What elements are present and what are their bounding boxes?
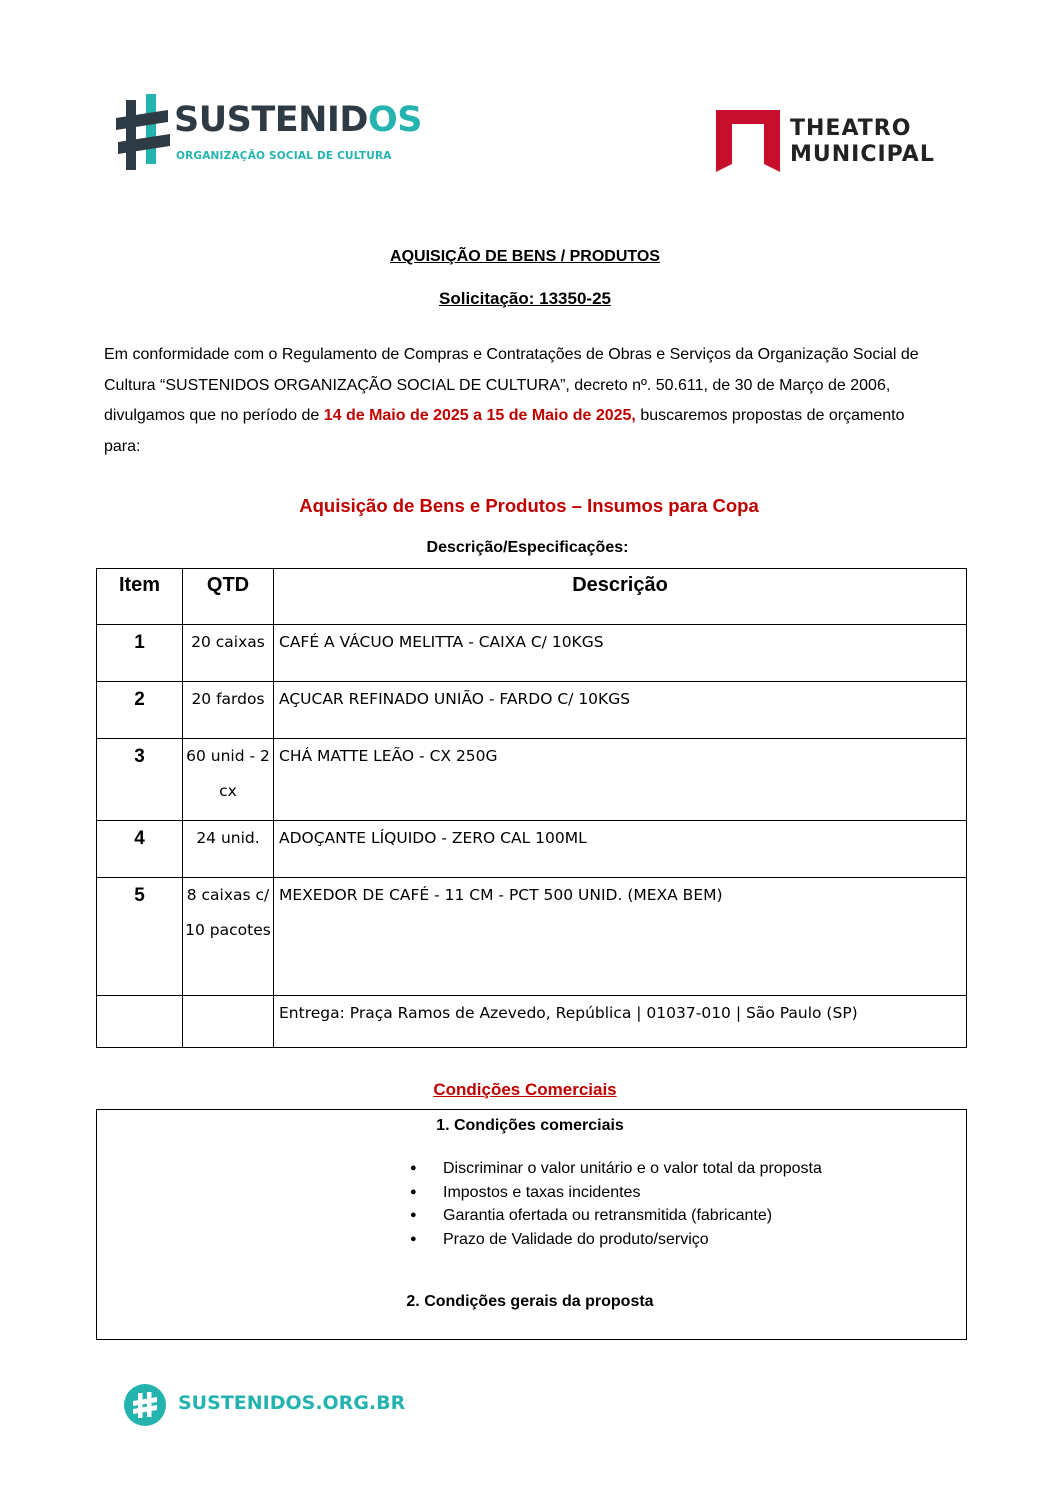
intro-text-end: buscaremos propostas de orçamento para: xyxy=(104,407,905,455)
list-item xyxy=(410,1181,822,1205)
items-table xyxy=(96,568,967,1048)
row-qtd: 24 unid. xyxy=(183,821,274,878)
section-title: Aquisição de Bens e Produtos – Insumos para Copa xyxy=(299,495,759,516)
table-header-row xyxy=(97,569,967,625)
intro-paragraph xyxy=(104,340,944,462)
conditions-list xyxy=(410,1157,822,1251)
hashtag-circle-icon xyxy=(124,1384,166,1426)
sustenidos-logo-subtitle: ORGANIZAÇÃO SOCIAL DE CULTURA xyxy=(176,150,392,162)
row-qtd: 20 fardos xyxy=(183,682,274,739)
solicitacao-number: Solicitação: 13350-25 xyxy=(439,289,611,308)
list-item xyxy=(410,1228,822,1252)
header-qtd: QTD xyxy=(183,569,274,625)
theatro-municipal-logo xyxy=(716,110,956,174)
document-title: AQUISIÇÃO DE BENS / PRODUTOS xyxy=(390,248,660,265)
bullet-icon: ● xyxy=(410,1185,417,1198)
list-item xyxy=(410,1204,822,1228)
delivery-address: Entrega: Praça Ramos de Azevedo, República | 01037-010 | São Paulo (SP) xyxy=(274,996,967,1048)
bullet-icon: ● xyxy=(410,1232,417,1245)
delivery-row xyxy=(97,996,967,1048)
row-desc: AÇUCAR REFINADO UNIÃO - FARDO C/ 10KGS xyxy=(274,682,967,739)
sustenidos-logo xyxy=(116,94,422,174)
row-desc: CAFÉ A VÁCUO MELITTA - CAIXA C/ 10KGS xyxy=(274,625,967,682)
list-item-text: Discriminar o valor unitário e o valor total da proposta xyxy=(443,1160,822,1177)
row-item: 1 xyxy=(97,625,183,682)
conditions-heading-2: 2. Condições gerais da proposta xyxy=(406,1293,654,1310)
bullet-icon: ● xyxy=(410,1209,417,1222)
delivery-empty-item xyxy=(97,996,183,1048)
table-row xyxy=(97,878,967,996)
row-item: 2 xyxy=(97,682,183,739)
row-item: 4 xyxy=(97,821,183,878)
row-qtd: 20 caixas xyxy=(183,625,274,682)
row-desc: ADOÇANTE LÍQUIDO - ZERO CAL 100ML xyxy=(274,821,967,878)
specifications-title: Descrição/Especificações: xyxy=(426,539,629,556)
intro-text-start: Em conformidade com o Regulamento de Compras e Contratações de Obras e Serviços da Organização Social de Cultura “SUSTENIDOS ORGANIZAÇÃO SOCIAL DE CULTURA”, decreto nº. 50.611, de 30 de Março de 2006, divulgamos que no período de xyxy=(104,346,919,424)
hashtag-icon xyxy=(116,94,172,172)
sustenidos-logo-word: SUSTENIDOS xyxy=(174,100,422,140)
table-row xyxy=(97,821,967,878)
delivery-empty-qtd xyxy=(183,996,274,1048)
footer-site: SUSTENIDOS.ORG.BR xyxy=(178,1392,406,1414)
intro-period: 14 de Maio de 2025 a 15 de Maio de 2025, xyxy=(323,407,636,424)
header-item: Item xyxy=(97,569,183,625)
row-item: 5 xyxy=(97,878,183,996)
row-qtd: 8 caixas c/ 10 pacotes xyxy=(183,878,274,996)
list-item-text: Impostos e taxas incidentes xyxy=(443,1183,641,1201)
list-item-text: Garantia ofertada ou retransmitida (fabricante) xyxy=(443,1207,773,1225)
table-row xyxy=(97,739,967,821)
row-item: 3 xyxy=(97,739,183,821)
theatro-emblem-icon xyxy=(716,110,780,172)
conditions-heading-1: 1. Condições comerciais xyxy=(436,1117,624,1134)
row-desc: MEXEDOR DE CAFÉ - 11 CM - PCT 500 UNID. (MEXA BEM) xyxy=(274,878,967,996)
header-desc: Descrição xyxy=(274,569,967,625)
table-row xyxy=(97,625,967,682)
table-row xyxy=(97,682,967,739)
list-item-text: Prazo de Validade do produto/serviço xyxy=(443,1230,709,1248)
footer-logo xyxy=(124,1384,406,1426)
theatro-logo-line2: MUNICIPAL xyxy=(790,142,935,167)
conditions-title: Condições Comerciais xyxy=(433,1080,617,1099)
bullet-icon: ● xyxy=(410,1162,417,1174)
row-desc: CHÁ MATTE LEÃO - CX 250G xyxy=(274,739,967,821)
list-item xyxy=(410,1157,822,1181)
theatro-logo-line1: THEATRO xyxy=(790,116,912,141)
row-qtd: 60 unid - 2 cx xyxy=(183,739,274,821)
